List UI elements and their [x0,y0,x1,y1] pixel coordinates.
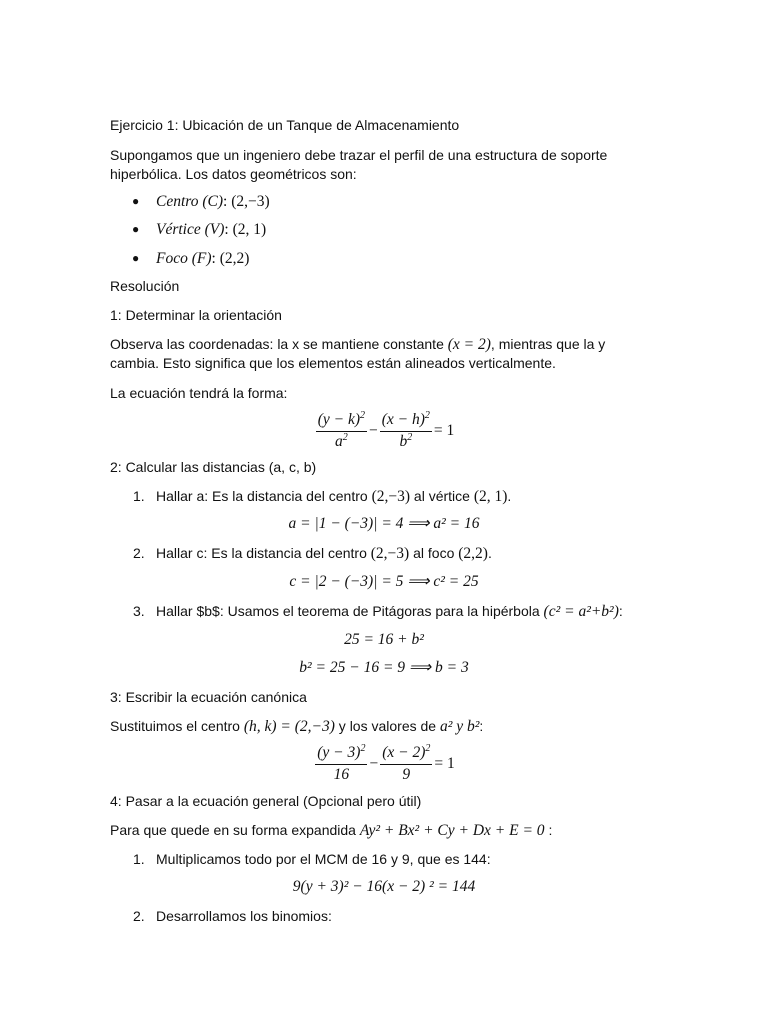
text-span: Observa las coordenadas: la x se mantiene constante [110,336,448,352]
intro-line-1: Supongamos que un ingeniero debe trazar el perfil de una estructura de soporte [110,147,608,163]
bullet-value: : (2,−3) [223,193,270,210]
step3-line [110,716,650,737]
text-span: Para que quede en su forma expandida [110,822,360,838]
text-span: : [544,822,553,838]
text-span: Hallar $b$: Usamos el teorema de Pitágoras para la hipérbola [156,603,544,619]
math-span: (2,2) [458,545,488,562]
numerator: (y − 3) [317,744,361,761]
equation-c: c = |2 − (−3)| = 5 ⟹ c² = 25 [289,573,479,590]
step4-title: 4: Pasar a la ecuación general (Opcional pero útil) [110,793,422,809]
step1-line-1 [110,334,650,355]
bullet-label: Centro (C) [156,193,224,210]
text-span: : [618,603,623,619]
fraction: $\frac{(x - 2)^2}{9}$ [382,743,431,783]
text-span: . [487,545,492,561]
step1-form-text: La ecuación tendrá la forma: [110,385,288,401]
bullet-value: : (2, 1) [224,221,267,238]
math-span: (2, 1) [473,488,508,505]
equation-canonical: $\frac{(y - 3)^2}{16}$ − $\frac{(x - 2)^2}{9}$ = 1 [317,743,455,783]
resolucion-heading: Resolución [110,278,180,294]
equation-mcm: 9(y + 3)² − 16(x − 2) ² = 144 [292,878,476,895]
intro-line-2: hiperbólica. Los datos geométricos son: [110,166,357,182]
equation-b-1: 25 = 16 + b² [344,631,424,648]
bullet-label: Vértice (V) [156,221,225,238]
step3-title: 3: Escribir la ecuación canónica [110,689,307,705]
math-span: Ay² + Bx² + Cy + Dx + E = 0 [359,822,545,839]
bullet-vertice [156,219,266,240]
rhs: = 1 [434,754,455,772]
exercise-title: Ejercicio 1: Ubicación de un Tanque de Almacenamiento [110,117,460,133]
numerator: (x − 2) [382,744,426,761]
math-span: a² y b² [439,718,480,735]
rhs: = 1 [433,421,455,439]
text-span: Sustituimos el centro [110,718,244,734]
denominator: a [334,433,343,450]
math-span: (c² = a²+b²) [543,603,619,620]
list-number: 1. [133,851,145,867]
bullet-icon: ● [132,194,140,208]
numerator: (x − h) [381,411,425,428]
fraction: $\frac{(y - k)^2}{a^2}$ [317,410,365,450]
denominator: b [399,433,408,450]
list-number: 2. [133,545,145,561]
equation-form: $\frac{(y - k)^2}{a^2}$ − $\frac{(x - h)^2}{b^2}$ = 1 [317,410,455,450]
math-span: (2,−3) [370,545,410,562]
text-span: al foco [409,545,459,561]
step4-item-2: Desarrollamos los binomios: [156,908,332,924]
text-span: y los valores de [334,718,440,734]
step4-item-1: Multiplicamos todo por el MCM de 16 y 9, que es 144: [156,851,491,867]
step2-title: 2: Calcular las distancias (a, c, b) [110,459,317,475]
text-span: : [479,718,484,734]
bullet-icon: ● [132,251,140,265]
text-span: . [507,488,512,504]
equation-a: a = |1 − (−3)| = 4 ⟹ a² = 16 [288,515,480,532]
step4-line [110,820,650,841]
math-span: (x = 2) [447,336,491,353]
step2-item-3 [156,601,623,622]
bullet-centro [156,191,270,212]
equation-b-2: b² = 25 − 16 = 9 ⟹ b = 3 [299,659,469,676]
list-number: 3. [133,603,145,619]
list-number: 2. [133,908,145,924]
bullet-icon: ● [132,222,140,236]
math-span: (h, k) = (2,−3) [243,718,335,735]
step2-item-1 [156,486,511,507]
bullet-label: Foco (F) [156,250,212,267]
denominator: 9 [402,766,411,783]
text-span: , mientras que la y [490,336,606,352]
list-number: 1. [133,488,145,504]
step1-title: 1: Determinar la orientación [110,307,282,323]
text-span: Hallar a: Es la distancia del centro [156,488,372,504]
denominator: 16 [333,766,350,783]
fraction: $\frac{(x - h)^2}{b^2}$ [381,410,430,450]
text-span: al vértice [410,488,474,504]
text-span: Hallar c: Es la distancia del centro [156,545,371,561]
math-span: (2,−3) [371,488,411,505]
bullet-foco [156,248,249,269]
fraction: $\frac{(y - 3)^2}{16}$ [317,743,366,783]
step1-line-2: cambia. Esto significa que los elementos están alineados verticalmente. [110,355,556,371]
numerator: (y − k) [317,411,360,428]
step2-item-2 [156,543,492,564]
bullet-value: : (2,2) [211,250,250,267]
